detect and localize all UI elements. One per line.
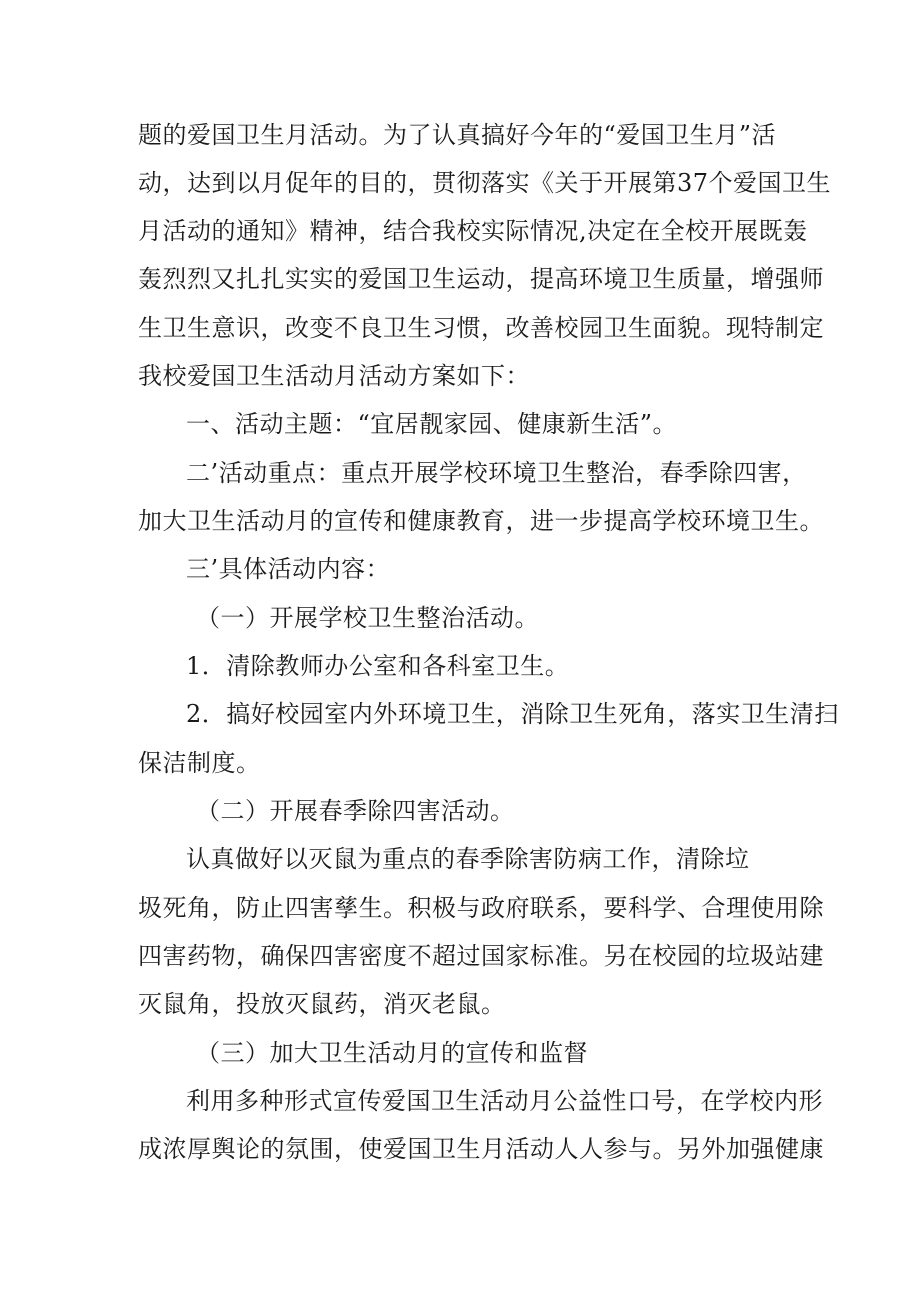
text-line: 成浓厚舆论的氛围，使爱国卫生月活动人人参与。另外加强健康 [138, 1135, 824, 1163]
section-heading-theme: 一、活动主题：“宜居靓家园、健康新生活”。 [186, 410, 678, 438]
text-line: 动，达到以月促年的目的，贯彻落实《关于开展第37个爱国卫生 [138, 169, 832, 197]
text-line: 月活动的通知》精神，结合我校实际情况,决定在全校开展既轰 [138, 217, 808, 245]
text-line: 加大卫生活动月的宣传和健康教育，进一步提高学校环境卫生。 [138, 507, 824, 535]
text-line: 题的爱国卫生月活动。为了认真搞好今年的“爱国卫生月”活 [138, 121, 777, 149]
text-line: 保洁制度。 [138, 749, 261, 777]
text-line: 轰烈烈又扎扎实实的爱国卫生运动，提高环境卫生质量，增强师 [138, 265, 824, 293]
text-line: 生卫生意识，改变不良卫生习惯，改善校园卫生面貌。现特制定 [138, 314, 824, 342]
text-line: 灭鼠角，投放灭鼠药，消灭老鼠。 [138, 990, 506, 1018]
text-line: 我校爱国卫生活动月活动方案如下： [138, 362, 530, 390]
subsection-heading-3: （三）加大卫生活动月的宣传和监督 [196, 1039, 588, 1067]
subsection-heading-2: （二）开展春季除四害活动。 [196, 797, 515, 825]
subsection-heading-1: （一）开展学校卫生整治活动。 [196, 604, 539, 632]
section-heading-focus: 二’活动重点：重点开展学校环境卫生整治，春季除四害， [186, 459, 807, 487]
list-item-1: 1．清除教师办公室和各科室卫生。 [186, 652, 570, 680]
text-line: 利用多种形式宣传爱国卫生活动月公益性口号，在学校内形 [186, 1087, 823, 1115]
list-item-2: 2．搞好校园室内外环境卫生，消除卫生死角，落实卫生清扫 [186, 700, 839, 728]
text-line: 圾死角，防止四害孳生。积极与政府联系，要科学、合理使用除 [138, 894, 824, 922]
text-line: 认真做好以灭鼠为重点的春季除害防病工作，清除垃 [186, 845, 750, 873]
text-line: 四害药物，确保四害密度不超过国家标准。另在校园的垃圾站建 [138, 942, 824, 970]
section-heading-content: 三’具体活动内容： [186, 555, 391, 583]
